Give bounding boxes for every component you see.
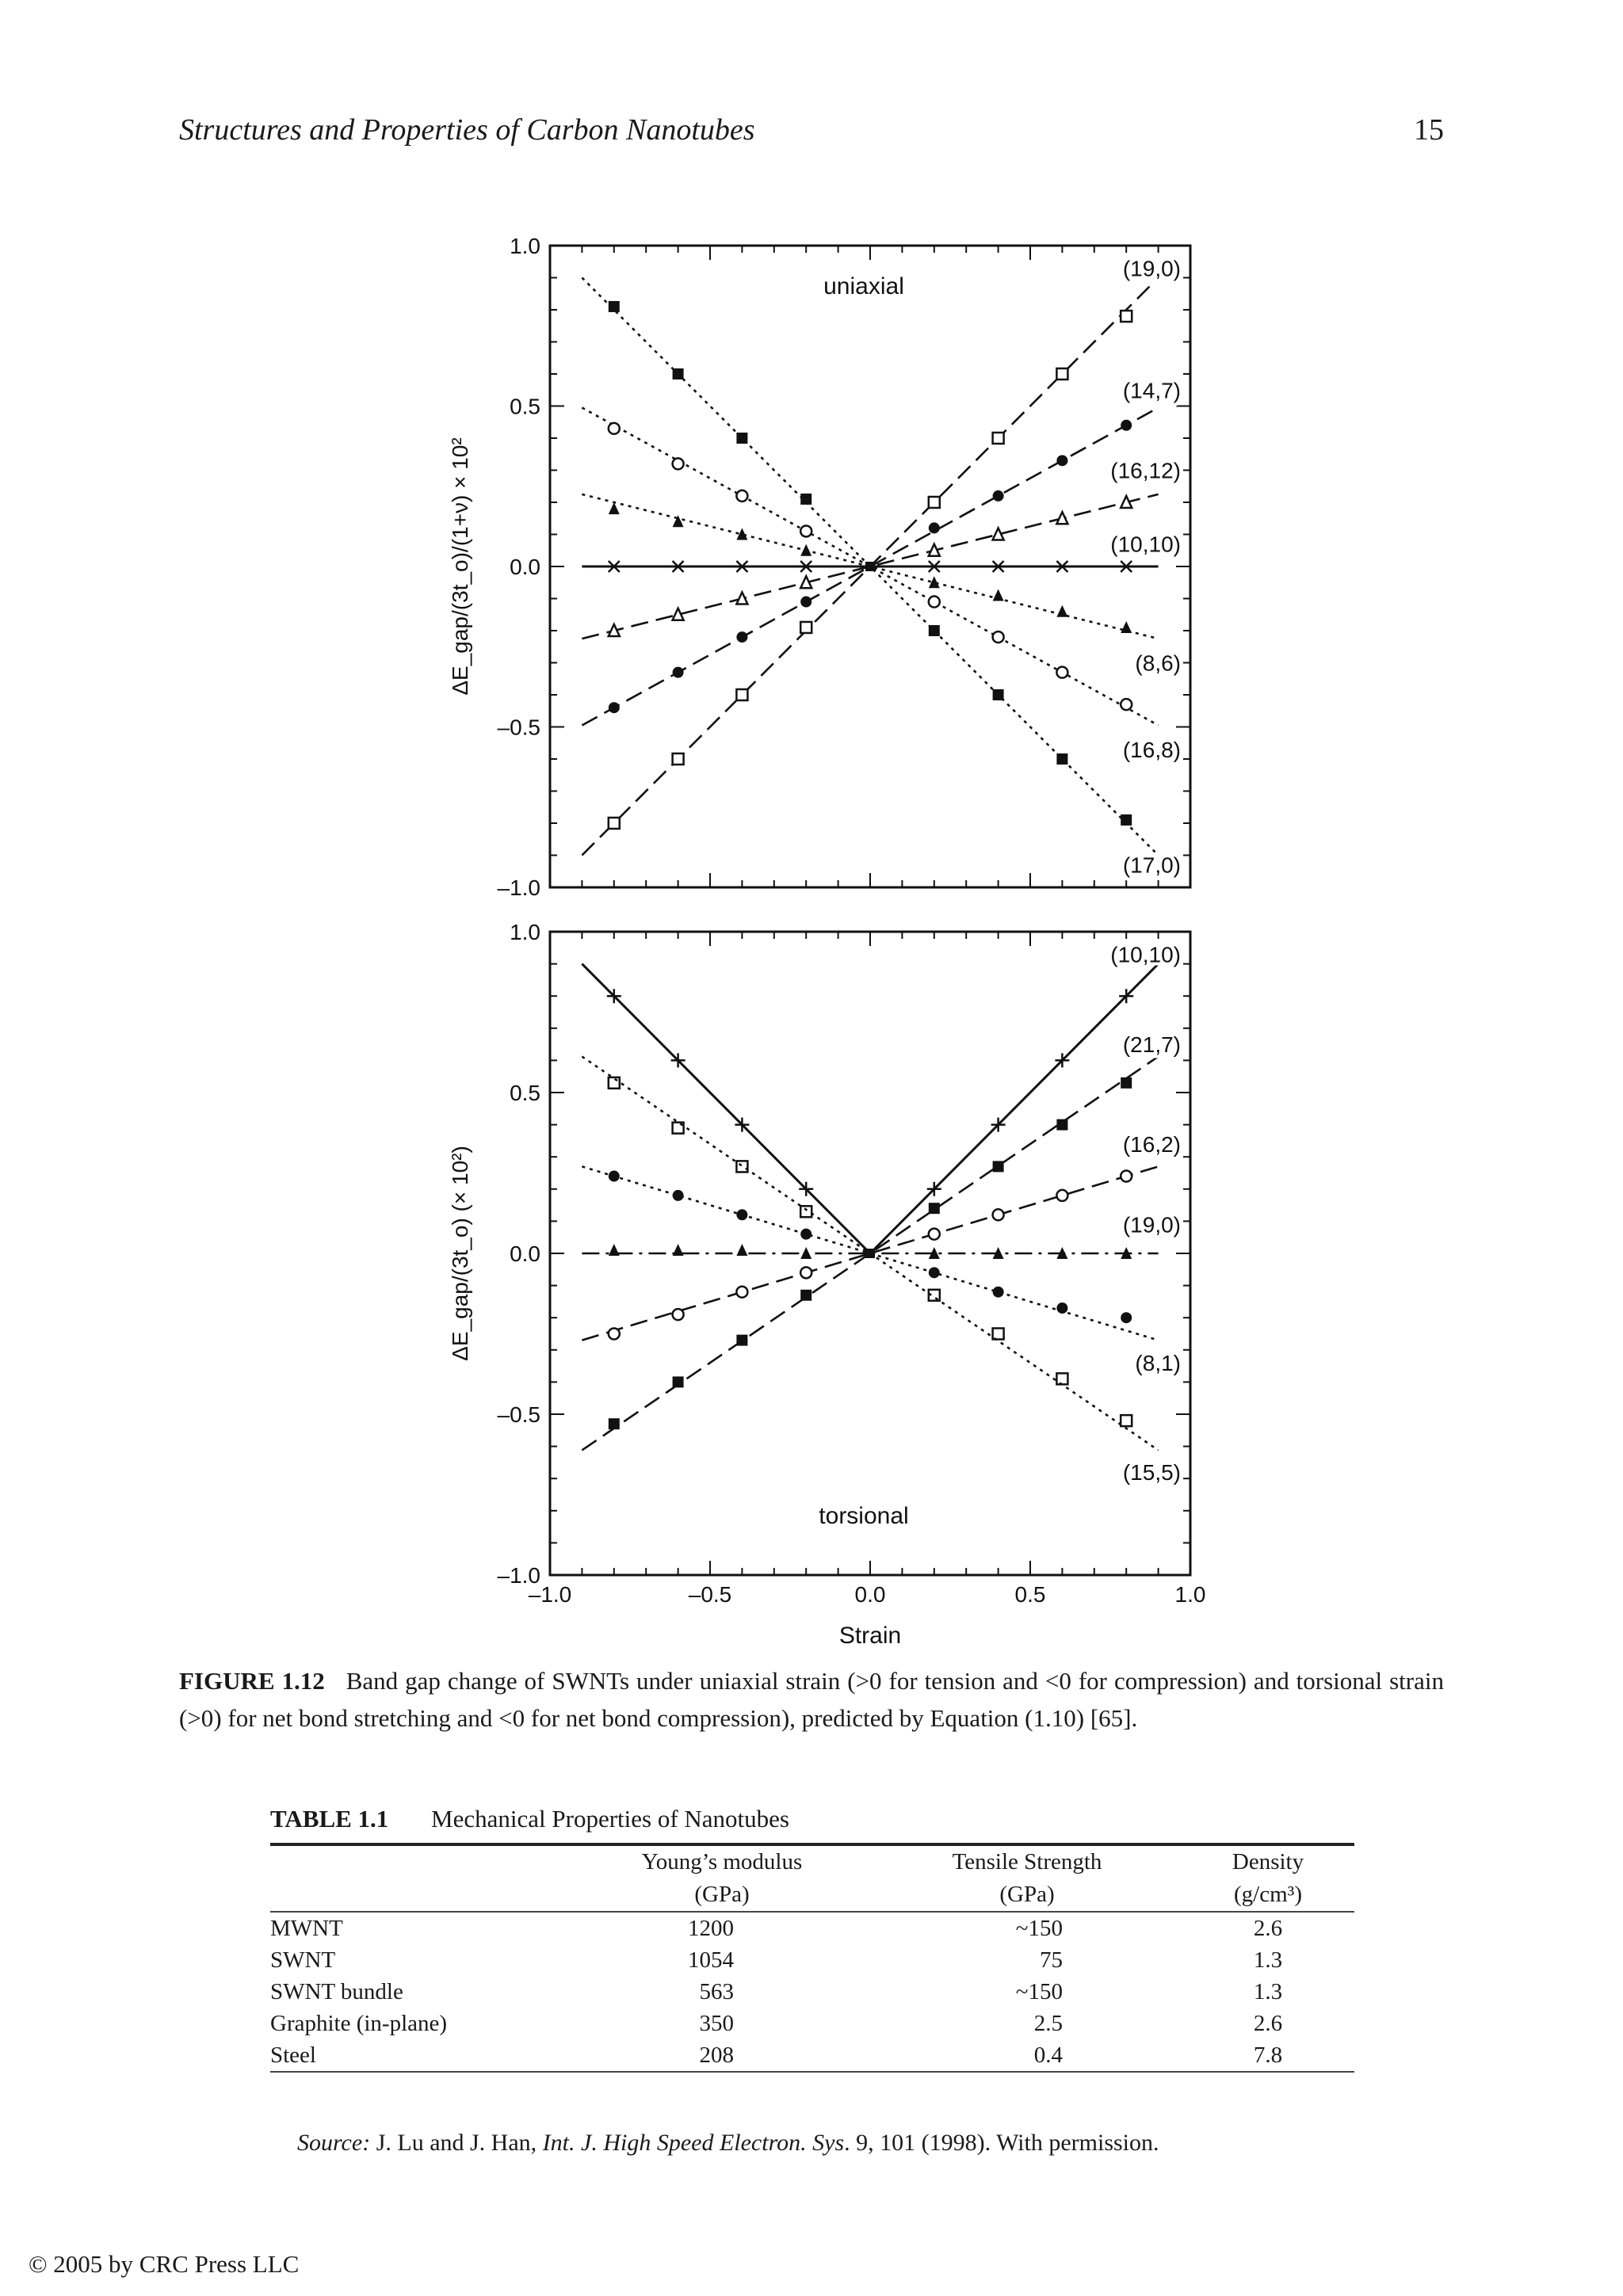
table-cell-strength: ~150 <box>1015 1979 1063 2004</box>
data-point <box>929 522 940 533</box>
data-point <box>993 1209 1004 1220</box>
data-point <box>1056 753 1067 765</box>
data-point <box>673 368 684 379</box>
table-cell-material: Graphite (in-plane) <box>270 2011 448 2036</box>
y-axis-label: ΔE_gap/(3t_o) (× 10²) <box>448 1146 472 1361</box>
series-label: (8,6) <box>1135 650 1181 676</box>
figure-caption-label: FIGURE 1.12 <box>179 1667 325 1695</box>
x-tick-label: 1.0 <box>1174 1582 1206 1607</box>
data-point <box>736 631 747 643</box>
data-point <box>800 597 812 608</box>
data-point <box>993 490 1004 502</box>
data-point <box>993 689 1004 700</box>
data-point <box>800 1290 812 1301</box>
table-row <box>270 1913 1354 1944</box>
data-point <box>609 1418 620 1429</box>
copyright-notice: © 2005 by CRC Press LLC <box>29 2250 300 2278</box>
series-label: (16,8) <box>1122 737 1181 762</box>
series-label: (15,5) <box>1122 1460 1181 1486</box>
data-point <box>1121 1312 1132 1323</box>
y-axis-label: ΔE_gap/(3t_o)/(1+ν) × 10² <box>448 437 472 696</box>
table-row <box>270 1976 1354 2008</box>
data-point <box>1121 814 1132 826</box>
series-label: (17,0) <box>1122 852 1181 878</box>
data-point <box>1056 605 1067 617</box>
table-title <box>270 1805 1354 1843</box>
data-point <box>929 625 940 636</box>
panel-label: torsional <box>819 1503 909 1530</box>
data-point <box>993 1287 1004 1298</box>
data-point <box>609 301 620 312</box>
series-label: (19,0) <box>1122 1212 1181 1238</box>
table-header-tensile-strength: Tensile Strength (GPa) <box>952 1849 1102 1907</box>
figure-caption-text: Band gap change of SWNTs under uniaxial strain (>0 for tension and <0 for compression) and torsional strain (>0) for net bond stretching and <0 for net bond compression), predicted by Equation (1.10) [65]. <box>179 1667 1444 1732</box>
data-point <box>673 753 684 765</box>
table-cell-modulus: 1054 <box>688 1947 734 1973</box>
table-cell-modulus: 350 <box>699 2011 734 2036</box>
data-point <box>736 490 747 502</box>
table-cell-density: 2.6 <box>1253 2011 1283 2036</box>
data-point <box>1121 621 1132 633</box>
data-point <box>1121 1171 1132 1182</box>
table-cell-strength: 2.5 <box>1033 2011 1063 2036</box>
table-cell-material: SWNT bundle <box>270 1979 403 2004</box>
series-label: (19,0) <box>1122 256 1181 281</box>
data-point <box>929 1267 940 1278</box>
data-point <box>673 1376 684 1387</box>
x-tick-label: –1.0 <box>528 1582 572 1607</box>
data-point <box>929 497 940 508</box>
table-cell-material: MWNT <box>270 1916 343 1941</box>
data-point <box>609 702 620 713</box>
data-point <box>736 1244 747 1256</box>
y-tick-label: –0.5 <box>497 715 540 740</box>
data-point <box>736 1287 747 1298</box>
series-label: (10,10) <box>1110 532 1181 557</box>
data-point <box>800 494 812 505</box>
table-cell-strength: 0.4 <box>1033 2042 1063 2068</box>
x-tick-label: –0.5 <box>688 1582 732 1607</box>
data-series <box>582 964 1158 1258</box>
mechanical-properties-table-block <box>270 1805 1354 2073</box>
figure-caption <box>179 1662 1444 1737</box>
table-row <box>270 2008 1354 2039</box>
table-row <box>270 2039 1354 2071</box>
data-point <box>1121 699 1132 710</box>
data-point <box>1121 1077 1132 1089</box>
data-point <box>673 1309 684 1320</box>
table-cell-strength: 75 <box>1040 1947 1063 1973</box>
data-point <box>929 1203 940 1214</box>
y-tick-label: 0.5 <box>510 1081 540 1105</box>
data-point <box>929 597 940 608</box>
y-tick-label: –1.0 <box>497 875 540 900</box>
data-point <box>1121 420 1132 431</box>
data-point <box>673 667 684 678</box>
y-tick-label: –1.0 <box>497 1563 540 1588</box>
panel-label: uniaxial <box>823 273 904 299</box>
table-cell-material: Steel <box>270 2042 316 2068</box>
running-title: Structures and Properties of Carbon Nanotubes <box>179 113 755 147</box>
data-point <box>800 544 812 556</box>
data-point <box>673 1190 684 1201</box>
series-label: (16,2) <box>1122 1131 1181 1157</box>
data-point <box>1056 368 1067 379</box>
data-point <box>673 515 684 527</box>
series-label: (10,10) <box>1110 942 1181 967</box>
mechanical-properties-table <box>270 1846 1354 2071</box>
table-source <box>297 2130 1159 2157</box>
y-tick-label: 1.0 <box>510 920 540 944</box>
data-point <box>673 458 684 469</box>
data-point <box>1056 455 1067 466</box>
data-point <box>1121 1415 1132 1426</box>
data-point <box>736 1335 747 1346</box>
table-caption: Mechanical Properties of Nanotubes <box>431 1805 789 1833</box>
data-point <box>929 1229 940 1240</box>
page-number: 15 <box>1414 113 1444 147</box>
table-cell-density: 2.6 <box>1253 1916 1283 1941</box>
source-label: Source: <box>297 2130 371 2156</box>
x-axis-label: Strain <box>838 1623 902 1648</box>
table-header-material <box>270 1846 571 1911</box>
data-point <box>993 631 1004 643</box>
table-header-youngs-modulus: Young’s modulus (GPa) <box>641 1849 803 1907</box>
source-rest: . 9, 101 (1998). With permission. <box>844 2130 1159 2156</box>
table-cell-modulus: 208 <box>699 2042 734 2068</box>
data-point <box>993 1161 1004 1172</box>
data-point <box>609 502 620 514</box>
data-point <box>865 1249 875 1258</box>
data-point <box>609 1077 620 1089</box>
y-tick-label: 0.0 <box>510 555 540 579</box>
data-point <box>800 1267 812 1278</box>
series-label: (21,7) <box>1122 1032 1181 1058</box>
series-line <box>582 964 1158 1253</box>
table-cell-modulus: 563 <box>699 1979 734 2004</box>
data-point <box>609 818 620 829</box>
data-point <box>1056 1119 1067 1131</box>
data-point <box>800 1229 812 1240</box>
series-label: (16,12) <box>1110 458 1181 483</box>
data-point <box>993 589 1004 601</box>
data-point <box>800 525 812 536</box>
y-tick-label: 0.5 <box>510 394 540 419</box>
data-point <box>673 1244 684 1256</box>
table-cell-density: 7.8 <box>1253 2042 1283 2068</box>
table-bottom-rule <box>270 2071 1354 2073</box>
table-header-density: Density (g/cm³) <box>1232 1849 1304 1907</box>
data-point <box>1121 311 1132 322</box>
table-row <box>270 1944 1354 1976</box>
data-point <box>993 433 1004 444</box>
data-point <box>865 562 875 571</box>
data-point <box>736 689 747 700</box>
y-tick-label: 0.0 <box>510 1241 540 1266</box>
y-tick-label: 1.0 <box>510 234 540 258</box>
data-point <box>736 433 747 444</box>
source-journal: Int. J. High Speed Electron. Sys <box>542 2130 845 2156</box>
data-point <box>609 423 620 434</box>
table-number: TABLE 1.1 <box>270 1805 389 1833</box>
table-cell-material: SWNT <box>270 1947 336 1973</box>
x-tick-label: 0.0 <box>854 1582 886 1607</box>
data-point <box>609 1329 620 1340</box>
data-point <box>800 622 812 633</box>
table-cell-strength: ~150 <box>1015 1916 1063 1941</box>
source-authors: J. Lu and J. Han, <box>376 2130 537 2156</box>
y-tick-label: –0.5 <box>497 1402 540 1427</box>
data-point <box>736 1161 747 1172</box>
series-label: (8,1) <box>1135 1351 1181 1376</box>
torsional-panel <box>448 920 1205 1648</box>
table-header-row <box>270 1846 1354 1911</box>
table-cell-modulus: 1200 <box>688 1916 734 1941</box>
table-cell-density: 1.3 <box>1253 1947 1283 1973</box>
data-point <box>993 1329 1004 1340</box>
data-point <box>609 1244 620 1256</box>
x-tick-label: 0.5 <box>1014 1582 1046 1607</box>
data-point <box>1056 667 1067 678</box>
series-label: (14,7) <box>1122 378 1181 403</box>
data-point <box>800 1247 812 1259</box>
data-point <box>1056 1373 1067 1384</box>
data-point <box>800 1206 812 1217</box>
uniaxial-panel <box>448 234 1190 900</box>
table-cell-density: 1.3 <box>1253 1979 1283 2004</box>
data-point <box>1056 1190 1067 1201</box>
